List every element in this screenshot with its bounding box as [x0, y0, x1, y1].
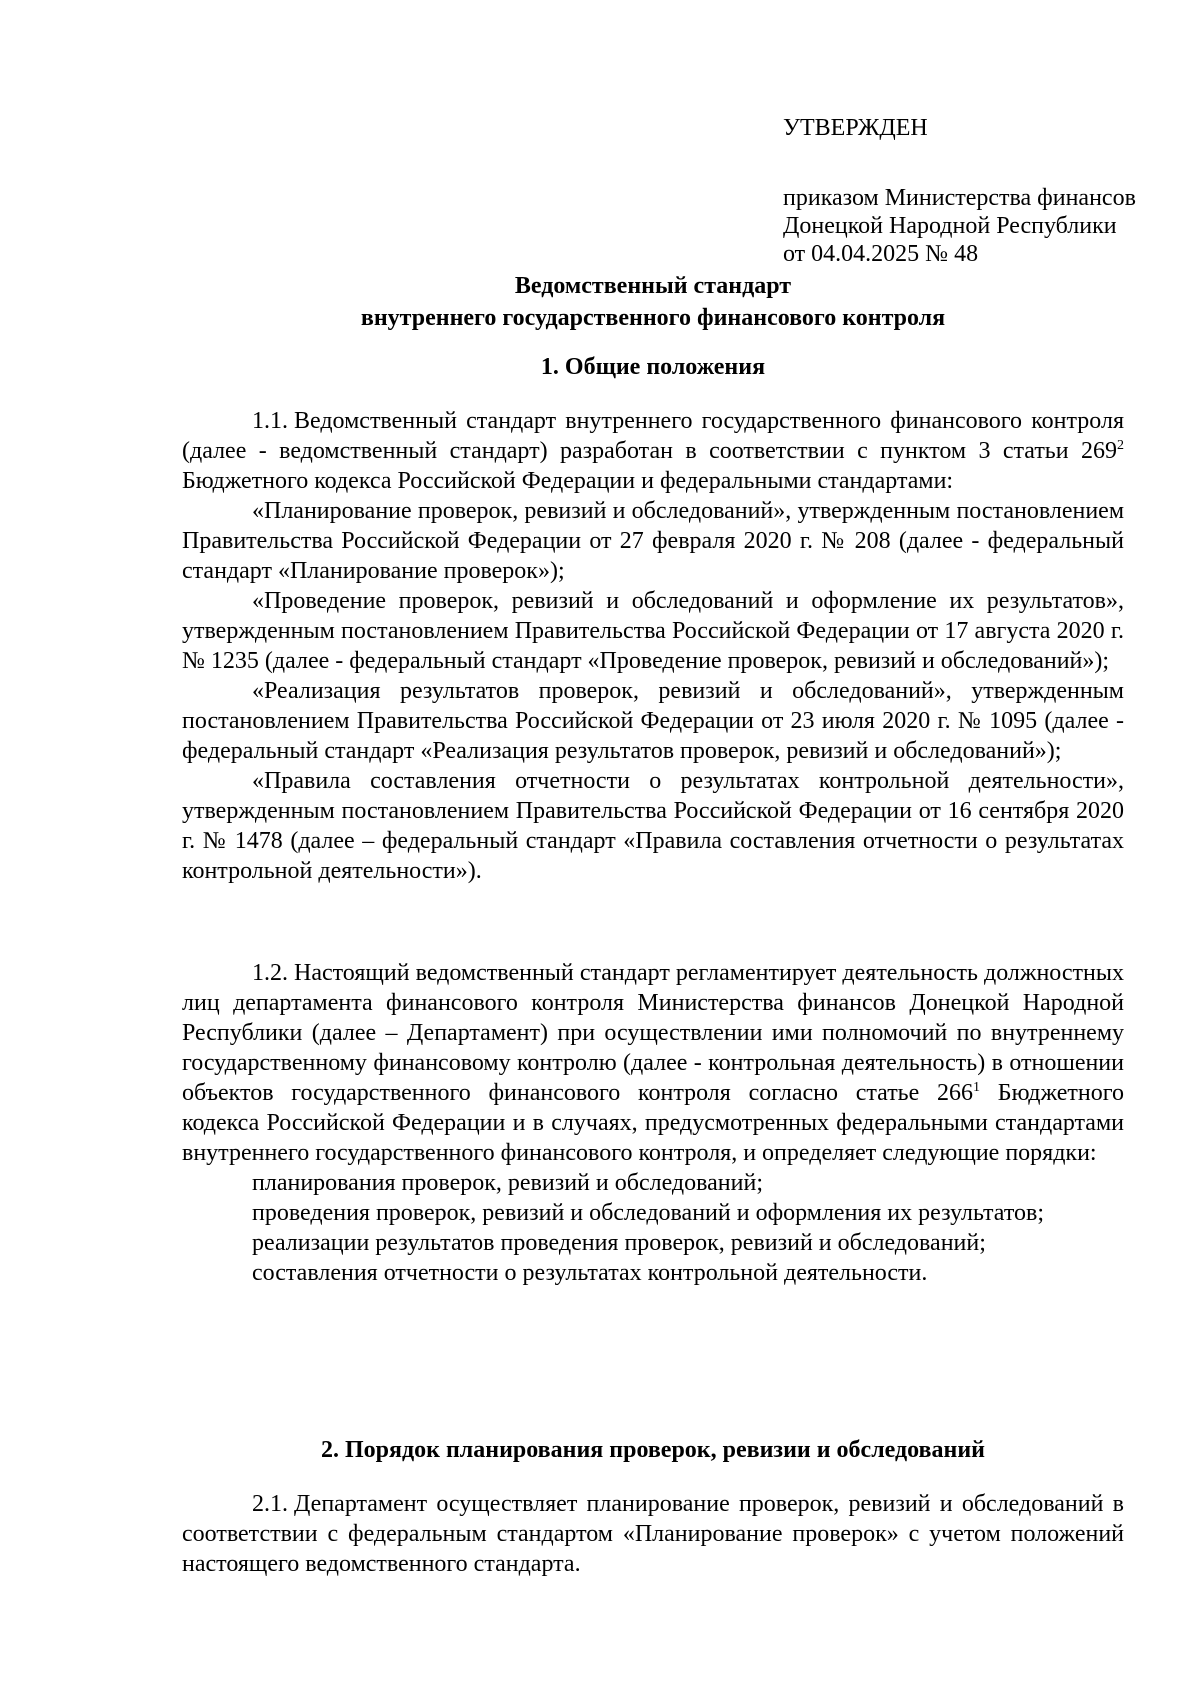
order-line-1: приказом Министерства финансов [783, 185, 1136, 211]
standard-item: «Правила составления отчетности о результатах контрольной деятельности», утвержденным постановлением Правительства Российской Федерации от 16 сентября 2020 г. № 1478 (далее – федеральный стандарт «Правила составления отчетности о результатах контрольной деятельности»). [182, 768, 1124, 884]
order-line-3: от 04.04.2025 № 48 [783, 241, 979, 267]
paragraph-text: Департамент осуществляет планирование проверок, ревизий и обследований в соответствии с федеральным стандартом «Планирование проверок» с учетом положений настоящего ведомственного стандарта. [182, 1491, 1124, 1577]
section-1-body [182, 406, 1124, 886]
standard-item: «Реализация результатов проверок, ревизий и обследований», утвержденным постановлением Правительства Российской Федерации от 23 июля 2020 г. № 1095 (далее - федеральный стандарт «Реализация результатов проверок, ревизий и обследований»); [182, 678, 1124, 764]
standard-item: «Планирование проверок, ревизий и обследований», утвержденным постановлением Правительства Российской Федерации от 27 февраля 2020 г. № 208 (далее - федеральный стандарт «Планирование проверок»); [182, 498, 1124, 584]
procedure-item: проведения проверок, ревизий и обследований и оформления их результатов; [252, 1200, 1045, 1226]
paragraph-text: Настоящий ведомственный стандарт регламентирует деятельность должностных лиц департамента финансового контроля Министерства финансов Донецкой Народной Республики (далее – Департамент) при осуществлении ими полномочий по внутреннему государственному финансовому контролю (далее - контрольная деятельность) в отношении объектов государственного финансового контроля согласно статье 266 [182, 960, 1124, 1106]
paragraph-number: 1.1. [252, 408, 288, 434]
paragraph-1-2 [182, 958, 1124, 1168]
document-title-line-1: Ведомственный стандарт [514, 273, 792, 299]
document-title-line-2: внутреннего государственного финансового контроля [360, 305, 946, 331]
superscript: 2 [1117, 438, 1124, 453]
section-2-heading: 2. Порядок планирования проверок, ревизии и обследований [321, 1437, 985, 1463]
superscript: 1 [973, 1080, 981, 1095]
paragraph-text: Ведомственный стандарт внутреннего государственного финансового контроля (далее - ведомственный стандарт) разработан в соответствии с пунктом 3 статьи 269 [182, 408, 1124, 464]
section-2-body [182, 1489, 1124, 1579]
procedure-item: составления отчетности о результатах контрольной деятельности. [252, 1260, 928, 1286]
approval-block [783, 114, 1136, 268]
section-1-body-part-2 [182, 958, 1124, 1288]
document-title [182, 270, 1124, 334]
procedure-item: реализации результатов проведения проверок, ревизий и обследований; [252, 1230, 986, 1256]
paragraph-number: 1.2. [252, 960, 288, 986]
paragraph-1-1 [182, 406, 1124, 496]
approved-label: УТВЕРЖДЕН [783, 115, 928, 141]
standard-item: «Проведение проверок, ревизий и обследований и оформление их результатов», утвержденным постановлением Правительства Российской Федерации от 17 августа 2020 г. № 1235 (далее - федеральный стандарт «Проведение проверок, ревизий и обследований»); [182, 588, 1124, 674]
order-line-2: Донецкой Народной Республики [783, 213, 1117, 239]
section-1-heading: 1. Общие положения [540, 354, 766, 380]
paragraph-text-cont: Бюджетного кодекса Российской Федерации и федеральными стандартами: [182, 468, 954, 494]
procedure-item: планирования проверок, ревизий и обследований; [252, 1170, 763, 1196]
paragraph-number: 2.1. [252, 1491, 288, 1517]
paragraph-text-cont: Бюджетного кодекса Российской Федерации и в случаях, предусмотренных федеральными стандартами внутреннего государственного финансового контроля, и определяет следующие порядки: [182, 1080, 1125, 1166]
paragraph-2-1 [182, 1489, 1124, 1579]
